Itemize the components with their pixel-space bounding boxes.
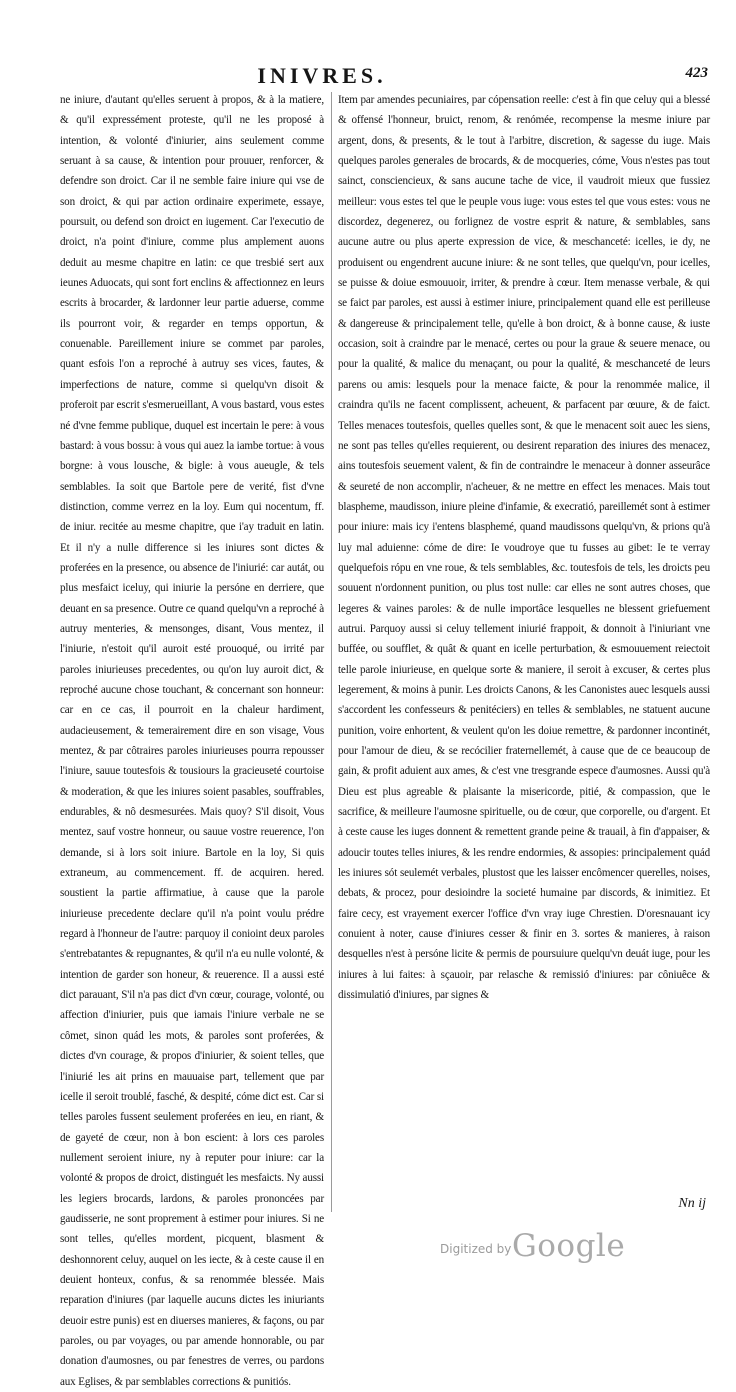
left-column-text: ne iniure, d'autant qu'elles seruent à propos, & à la matiere, & qu'il expressément proteste, qu'il ne les proposé à intention, & volonté d'iniurier, ains seulement comme seruant à sa cause, & intention pour prouuer, renforcer, & defendre son droict. Car il ne semble faire iniure qui vse de son droict, & qui par action ordinaire experimete, essaye, poursuit, ou defend son droict en iugement. Car l'executio de droict, n'a point d'iniure, comme plus amplement auons deduit au mesme chapitre en latin: ce que tresbié sert aux ieunes Aduocats, qui sont fort enclins & affectionnez en leurs escrits à brocarder, & lardonner leur partie aduerse, comme ils pourront voir, & regarder en temps opportun, & conuenable. Pareillement iniure se commet par paroles, quant esfois l'on a reproché à autruy ses vices, fautes, & imperfections de nature, comme si quelqu'vn disoit & proferoit par escrit s'esmerueillant, A vous bastard, vous estes né d'vne femme publique, duquel est incertain le pere: à vous bastard: à vous bossu: à vous qui auez la iambe tortue: à vous borgne: à vous lousche, & bigle: à vous aueugle, & tels semblables. Ia soit que Bartole pere de verité, fist d'vne distinction, comme verrez en la loy. Eum qui nocentum, ff. de iniur. recitée au mesme chapitre, que i'ay traduit en latin. Et il n'y a nulle difference si les iniures sont dictes & proferées en la presence, ou absence de l'iniurié: car autát, ou plus mesfaict iceluy, qui iniurie la persóne en derriere, que deuant en sa presence. Outre ce quand quelqu'vn a reproché à autruy menteries, & mensonges, disant, Vous mentez, il l'iniurie, n'estoit qu'il auroit esté prouoqué, ou irrité par paroles iniurieuses precedentes, ou qu'on luy auroit dict, & reproché aucune chose touchant, & concernant son honneur: car en ce cas, il pourroit en la chaleur hardiment, audacieusement, & temerairement dire en son visage, Vous mentez, & par côtraires paroles iniurieuses pourra repousser l'iniure, sauue toutesfois & tousiours la gracieuseté courtoise & moderation, & que les iniures soient pasables, souffrables, endurables, & nô desmesurées. Mais quoy? S'il disoit, Vous mentez, sauf vostre honneur, ou sauue vostre reuerence, l'on demande, si à lors soit iniure. Bartole en la loy, Si quis extraneum, au commencement. ff. de acquiren. hered. soustient la partie affirmatiue, à cause que la parole iniurieuse precedente declare qu'il n'a point voulu prédre regard à l'honneur de l'autre: parquoy il conioint deux paroles s'entrebatantes & repugnantes, & qu'il n'a eu nulle volonté, & intention de garder son honeur, & reuerence. Il a aussi esté dict parauant, S'il n'a pas dict d'vn cœur, courage, volonté, ou affection d'iniurier, puis que iamais l'iniure verbale ne se cômet, sinon quád les mots, & paroles sont proferées, & dictes d'vn courage, & propos d'iniurier, & soient telles, que l'iniurié les ait prins en mauuaise part, tellement que par icelle il seroit troublé, fasché, & despité, cóme dict est. Car si telles paroles fussent seulement proferées en ieu, en riant, & de gayeté de cœur, non à bon escient: à lors ces paroles nullement seroient iniure, ny à reputer pour iniure: car la volonté & propos de droict, distinguét les mesfaicts. Ny aussi les legiers brocards, lardons, & paroles prononcées par gaudisserie, ne sont proprement à estimer pour iniures. Si ne sont telles, qu'elles mordent, picquent, blasment & deshonnorent celuy, auquel on les iecte, & à ceste cause il en deuient honteux, confus, & sa renommée blessée. Mais reparation d'iniures (par laquelle aucuns dictes les iniuriants deuoir estre punis) est en diuerses manieres, & façons, ou par paroles, ou par voyages, ou par amende honnorable, ou par donation d'aumosnes, ou par fenestres de verres, ou pardons aux Eglises, & par semblables corrections & punitiós. — [60, 94, 324, 1388]
column-divider — [331, 92, 332, 1212]
right-column — [338, 90, 710, 1210]
google-logo: Google — [512, 1228, 626, 1264]
running-title: INIVRES. — [257, 63, 387, 88]
watermark-prefix: Digitized by — [440, 1242, 512, 1256]
signature-mark: Nn ij — [678, 1196, 706, 1211]
left-column — [60, 90, 324, 1388]
right-column-text: Item par amendes pecuniaires, par cópensation reelle: c'est à fin que celuy qui a blessé & offensé l'honneur, bruict, renom, & renómée, recompense la mesme iniure par argent, dons, & presents, & le tout à l'arbitre, discretion, & sagesse du iuge. Mais quelques paroles generales de brocards, & de mocqueries, cóme, Vous n'estes pas tout sainct, consciencieux, & sans aucune tache de vice, il vaudroit mieux que fussiez meilleur: vous estes tel que le peuple vous iuge: vous estes tel que vous estes: vous ne discordez, degenerez, ou forlignez de vostre esprit & nature, & semblables, sans aucune autre ou plus aperte expression de vice, & meschanceté: icelles, ie dy, ne produisent ou engendrent aucune iniure: & ne sont telles, que quelqu'vn, pour icelles, se puisse & doiue esmouuoir, irriter, & prendre à cœur. Item menasse verbale, & qui se faict par paroles, est aussi à estimer iniure, principalement quand elle est perilleuse & dangereuse & principalement telle, qu'elle à bon droict, & à bonne cause, & iuste occasion, soit à craindre par le menacé, certes ou pour la graue & seuere menace, ou pour la qualité, & malice du menaçant, ou pour la qualité, & meschanceté de leurs parens ou amis: lesquels pour la menace faicte, & pour la renommée malice, il craindra qu'ils ne facent complissent, acheuent, & parfacent par œuure, & de faict. Telles menaces toutesfois, quelles quelles sont, & que le menacent soit auec les siens, ne sont pas telles qu'elles requierent, ou desirent reparation des iniures des menacez, ains toutesfois seuement valent, & fin de contraindre le menaceur à donner asseurâce & seureté de non accomplir, n'acheuer, & ne mettre en effect les menaces. Mais tout blaspheme, maudisson, iniure pleine d'infamie, & execratió, pareillemét sont à estimer pour iniure: mais icy i'entens blasphemé, quand maudissons quelqu'vn, & prions qu'à luy mal aduienne: cóme de dire: Ie voudroye que tu fusses au gibet: Ie te verray quelquefois rópu en vne roue, & tels semblables, &c. toutesfois de tels, les droicts peu souuent n'ordonnent punition, ou plus tost nulle: car elles ne sont autres choses, que legeres & vaines paroles: & de nulle importâce lesquelles ne blessent griefuement autrui. Parquoy aussi si celuy tellement iniurié frappoit, & donnoit à l'iniuriant vne buffée, ou soufflet, & quât & quant en icelle perturbation, & esmouuement reiectoit telle parole iniurieuse, en quelque sorte & maniere, il seroit à excuser, & certes plus legerement, & moins à punir. Les droicts Canons, & les Canonistes auec lesquels aussi s'accordent les confesseurs & penitéciers) en telles & semblables, ne statuent aucune punition, voire enhortent, & veulent qu'on les doiue remettre, & pardonner incontinét, pour l'amour de dieu, & se recócilier fraternellemét, à cause que de ce beaucoup de gain, & profit aduient aux ames, & c'est vne tresgrande espece d'aumosnes. Aussi qu'à Dieu est plus agreable & plaisante la misericorde, pitié, & compassion, que le sacrifice, & meilleure l'aumosne spirituelle, ou de cœur, que corporelle, ou d'argent. Et à ceste cause les iuges donnent & remettent grande peine & trauail, à fin d'appaiser, & adoucir toutes telles iniures, & les rendre endormies, & assopies: principalement quád les iniures sót seulemét verbales, plustost que les laisser encômencer querelles, noises, debats, & procez, pour desioindre la societé humaine par discords, & inimitiez. Et faire cecy, est vrayement exercer l'office d'vn vray iuge Chrestien. D'oresnauant icy conuient à noter, cause d'iniures cesser & finir en 3. sortes & manieres, à raison desquelles n'est à persóne licite & permis de poursuiure quelqu'vn deuát iuge, pour les iniures à lui faites: à sçauoir, par relasche & remissió d'iniures: par côniuêce & dissimulatió d'iniures, par signes & — [338, 94, 710, 1002]
page-number: 423 — [685, 65, 708, 81]
digitization-watermark — [428, 1228, 718, 1268]
